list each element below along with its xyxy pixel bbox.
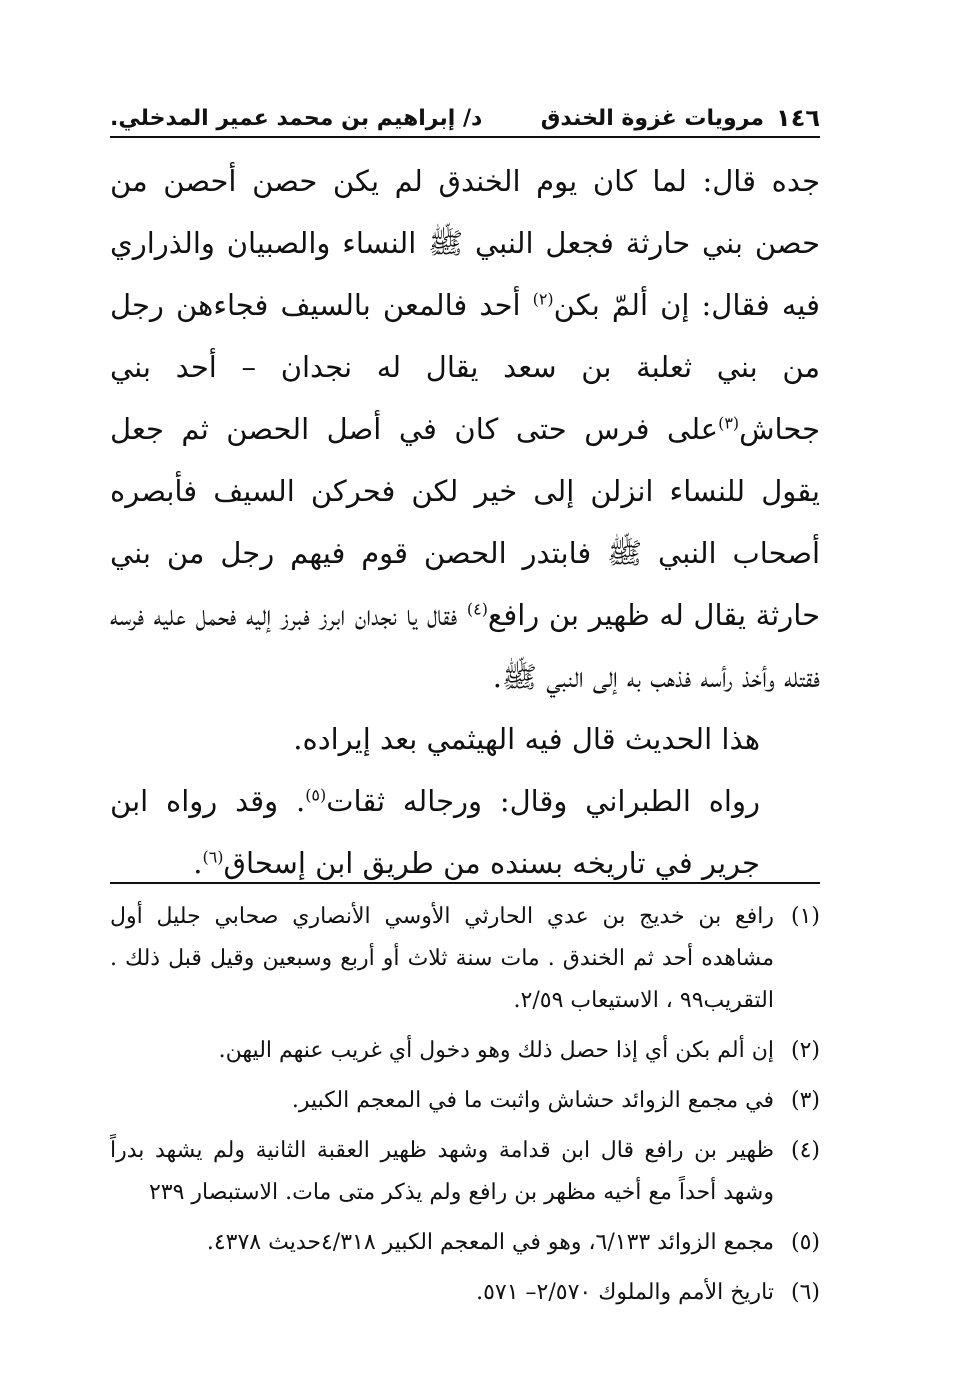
footnotes [110,896,820,1322]
paragraph-1-part-1: جده قال: لما كان يوم الخندق لم يكن حصن أحصن من حصن بني حارثة فجعل النبي ﷺ النساء والصبيان والذراري فيه فقال: إن ألمّ بكن [110,164,820,322]
footnote-number: (٤) [790,1138,820,1163]
paragraph-1-part-3: على فرس حتى كان في أصل الحصن ثم جعل يقول للنساء انزلن إلى خير لكن فحركن السيف فأبصره أصحاب النبي ﷺ فابتدر الحصن قوم فيهم رجل من بني حارثة يقال له ظهير بن رافع [110,412,821,632]
footnote-number: (١) [790,904,820,929]
footnote-text: رافع بن خديج بن عدي الحارثي الأوسي الأنصاري صحابي جليل أول مشاهده أحد ثم الخندق . مات سنة ثلاث أو أربع وسبعين وقيل قبل ذلك . التقريب٩٩ ، الاستيعاب ٢/٥٩. [110,904,774,1013]
footnote-text: ظهير بن رافع قال ابن قدامة وشهد ظهير العقبة الثانية ولم يشهد بدراً وشهد أحداً مع أخيه مظهر بن رافع ولم يذكر متى مات. الاستبصار ٢٣٩ [110,1138,774,1205]
footnote-number: (٢) [790,1038,820,1063]
header-divider [110,136,820,138]
main-text [110,150,820,894]
footnote-number: (٦) [790,1280,820,1305]
footnote-item [110,1222,820,1264]
footnote-text: إن ألم بكن أي إذا حصل ذلك وهو دخول أي غريب عنهم اليهن. [218,1038,774,1063]
footnote-text: تاريخ الأمم والملوك ٢/٥٧٠– ٥٧١. [476,1280,774,1305]
page-number: ١٤٦ [776,104,820,132]
footnote-text: في مجمع الزوائد حشاش واثبت ما في المعجم الكبير. [291,1088,774,1113]
paragraph-3-part-3: . [193,846,203,880]
page-header [110,100,820,136]
footnote-text: مجمع الزوائد ٦/١٣٣، وهو في المعجم الكبير ٤/٣١٨حديث ٤٣٧٨. [206,1230,774,1255]
paragraph-1-part-4: فقال يا نجدان ابرز فبرز إليه فحمل عليه فرسه فقتله وأخذ رأسه فذهب به إلى النبي ﷺ. [110,598,820,694]
paragraph-2: هذا الحديث قال فيه الهيثمي بعد إيراده. [293,722,760,756]
footnote-item [110,1030,820,1072]
footnote-ref-4[interactable]: (٤) [466,599,488,619]
paragraph-3-part-2: . وقد رواه ابن جرير في تاريخه بسنده من طريق ابن إسحاق [110,784,760,880]
footnote-number: (٣) [790,1088,820,1113]
footnote-item [110,1080,820,1122]
footnote-item [110,1130,820,1214]
book-title: مرويات غزوة الخندق [540,105,765,131]
paragraph-1 [110,150,820,708]
footnote-number: (٥) [790,1230,820,1255]
paragraph-3-part-1: رواه الطبراني وقال: ورجاله ثقات [326,784,760,818]
paragraph-3 [110,770,820,894]
footnote-ref-3[interactable]: (٣) [718,413,740,433]
footnote-ref-5[interactable]: (٥) [305,785,327,805]
author-name: د/ إبراهيم بن محمد عمير المدخلي. [110,105,483,131]
footnote-item [110,896,820,1022]
footnote-divider [110,882,820,884]
footnote-item [110,1272,820,1314]
footnote-ref-6[interactable]: (٦) [202,847,224,867]
footnote-ref-2[interactable]: (٢) [532,289,554,309]
paragraph-1-part-2: أحد فالمعن بالسيف فجاءهن رجل من بني ثعلبة بن سعد يقال له نجدان – أحد بني جحاش [110,288,820,446]
